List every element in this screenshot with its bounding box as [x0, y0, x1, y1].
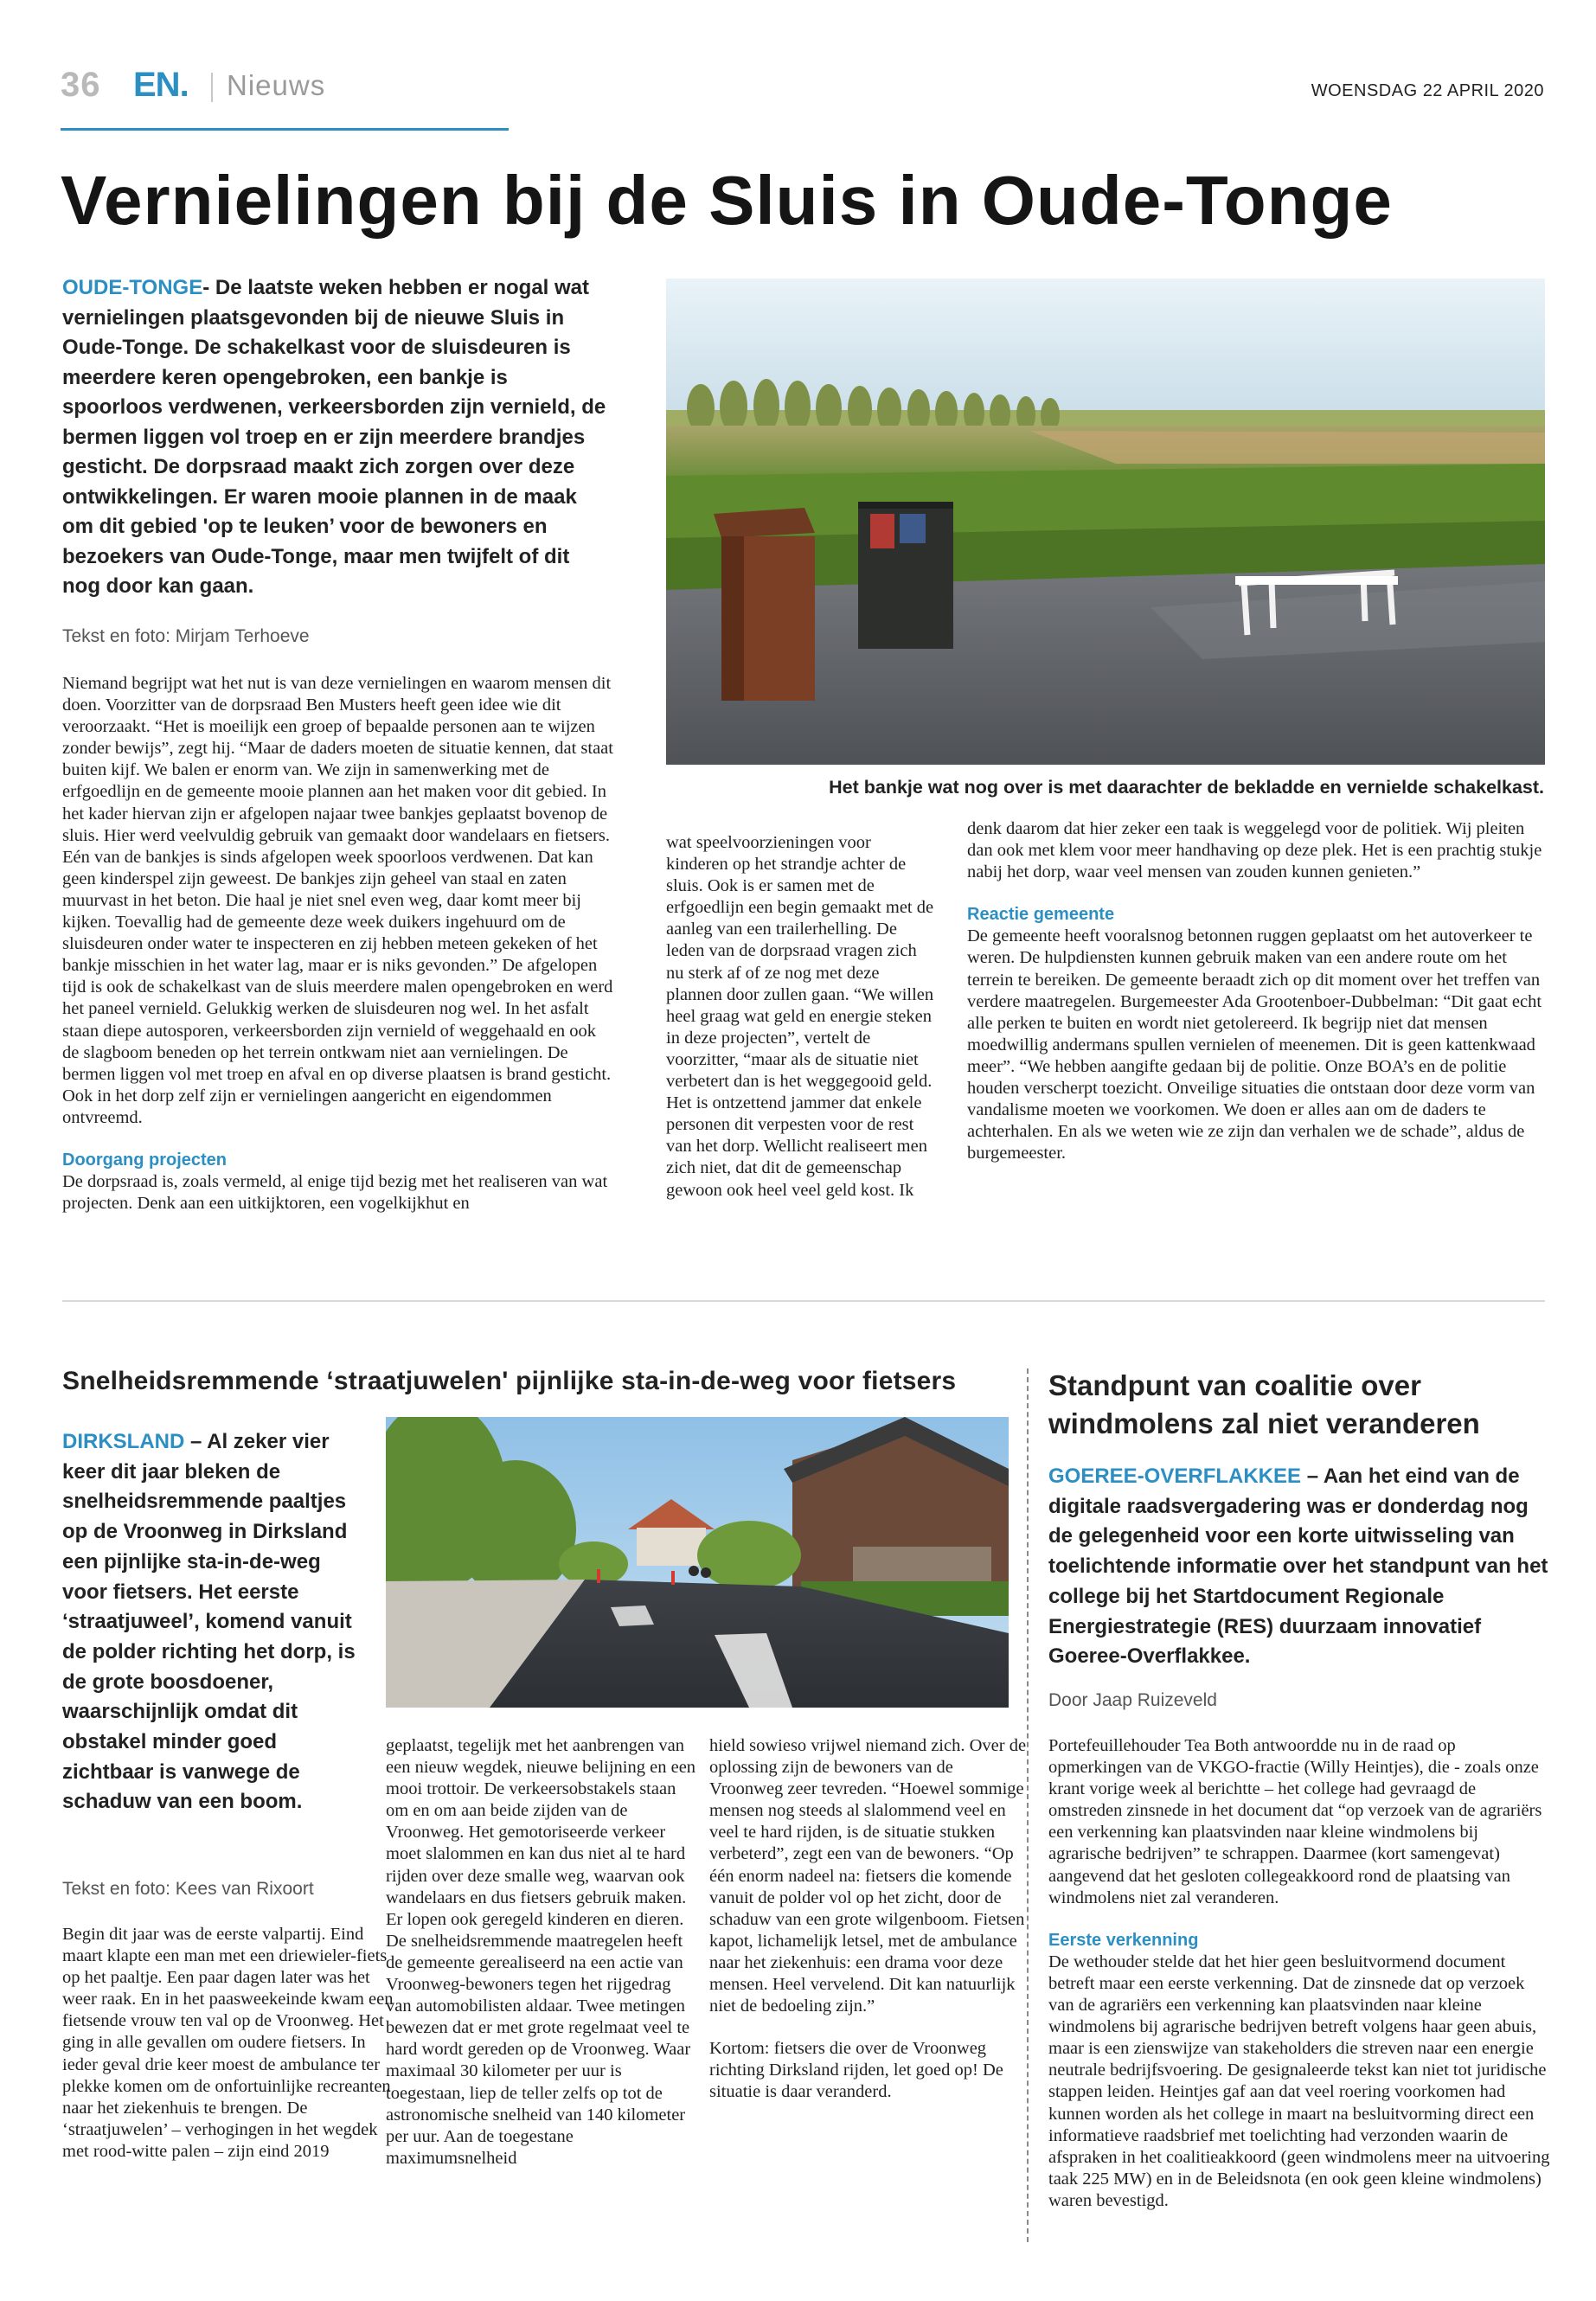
article3-byline: Door Jaap Ruizeveld	[1048, 1690, 1217, 1710]
article1-body-paragraph: Niemand begrijpt wat het nut is van deze vernielingen en waarom mensen dit doen. Voorzitter van de dorpsraad Ben Musters heeft geen idee wie dit veroorzaakt. “Het is moeilijk een groep of bepaalde personen aan te wijzen zonder bewijs”, zegt hij. “Maar de daders moeten de situatie kennen, dat staat buiten kijf. We balen er enorm van. We zijn in samenwerking met de erfgoedlijn en de gemeente mooie plannen aan het maken voor dit gebied. In het kader hiervan zijn er afgelopen najaar twee bankjes geplaatst bovenop de sluis. Hier werd veelvuldig gebruik van gemaakt door wandelaars en fietsers. Eén van de bankjes is sinds afgelopen week spoorloos verdwenen. Dat kan geen kinderspel zijn geweest. De bankjes zijn geheel van staal en zaten muurvast in het beton. Die haal je niet snel even weg, daar komt meer bij kijken. Toevallig had de gemeente deze week duikers ingehuurd om de sluisdeuren onder water te inspecteren en zij hebben meteen gekeken of het bankje misschien in het water lag, maar er is niks gevonden.” De afgelopen tijd is ook de schakelkast van de sluis meerdere malen opengebroken en werd het paneel vernield. Gelukkig werken de sluisdeuren nog wel. In het asfalt staan diepe autosporen, verkeersborden zijn vernield of weggehaald en ook de slagboom beneden op het terrein ontkwam niet aan vernielingen. De bermen liggen vol met troep en afval en op diverse plaatsen is brand gesticht. Ook in het dorp zelf zijn er vernielingen aangericht en eigendommen ontvreemd.	[62, 674, 613, 1127]
article2-body-paragraph: hield sowieso vrijwel niemand zich. Over de oplossing zijn de bewoners van de Vroonweg zeer tevreden. “Hoewel sommige mensen nog steeds al slalommend veel en veel te hard rijden, is de situatie stukken verbeterd”, zegt een van de bewoners. “Op één enorm nadeel na: fietsers die komende vanuit de polder vol op het zicht, door de schaduw van een grote wilgenboom. Fietsen kapot, lichamelijk letsel, met de ambulance naar het ziekenhuis: een drama voor deze mensen. Heel vervelend. Dit kan natuurlijk niet de bedoeling zijn.”	[709, 1736, 1027, 2016]
article2-column-2	[386, 1735, 697, 2170]
section-divider	[62, 1300, 1545, 1302]
article1-lead	[62, 273, 607, 602]
article1-lead-text: - De laatste weken hebben er nogal wat vernielingen plaatsgevonden bij de nieuwe Sluis in Oude-Tonge. De schakelkast voor de sluisdeuren is meerdere keren opengebroken, een bankje is spoorloos verdwenen, verkeersborden zijn vernield, de bermen liggen vol troep en er zijn meerdere brandjes gesticht. De dorpsraad maakt zich zorgen over deze ontwikkelingen. Er waren mooie plannen in de maak om dit gebied 'op te leuken’ voor de bewoners en bezoekers van Oude-Tonge, maar men twijfelt of dit nog door kan gaan.	[62, 276, 606, 598]
vroonweg-road-photo	[386, 1417, 1009, 1708]
article1-body-paragraph: De dorpsraad is, zoals vermeld, al enige tijd bezig met het realiseren van wat projecten. Denk aan een uitkijktoren, een vogelkijkhut en	[62, 1172, 608, 1214]
section-label: Nieuws	[227, 69, 326, 101]
issue-date: WOENSDAG 22 APRIL 2020	[1311, 81, 1544, 100]
article2-byline: Tekst en foto: Kees van Rixoort	[62, 1879, 314, 1899]
vroonweg-photo-graphic	[386, 1417, 1009, 1708]
header-rule	[61, 128, 509, 131]
article2-body-paragraph: geplaatst, tegelijk met het aanbrengen van een nieuw wegdek, nieuwe belijning en een mooi trottoir. De verkeersobstakels staan om en om aan beide zijden van de Vroonweg. Het gemotoriseerde verkeer moet slalommen en kan dus niet al te hard rijden over deze smalle weg, waarvan ook wandelaars en dus fietsers gebruik maken. Er lopen ook geregeld kinderen en dieren. De snelheidsremmende maatregelen heeft de gemeente gerealiseerd na een actie van Vroonweg-bewoners tegen het rijgedrag van automobilisten aldaar. Twee metingen bewezen dat er met grote regelmaat veel te hard wordt gereden op de Vroonweg. Waar maximaal 30 kilometer per uur is toegestaan, liep de teller zelfs op tot de astronomische snelheid van 140 kilometer per uur. Aan de toegestane maximumsnelheid	[386, 1736, 696, 2168]
article3-body-paragraph: De wethouder stelde dat het hier geen besluitvormend document betreft maar een eerste verkenning. Dat de zinsnede dat op verzoek van de agrariërs een verkenning kan plaatsvinden naar kleine windmolens bij agrarische bedrijven betreft volgens haar geen abuis, maar is een zienswijze van stakeholders die streven naar een energie neutrale bedrijfsvoering. De gesignaleerde tekst kan niet tot juridische stappen leiden. Heintjes gaf aan dat veel roering voorkomen had kunnen worden als het college in maart na besluitvorming direct een informatieve raadsbrief met toelichting had verzonden waarin de afspraken in het coalitieakkoord (geen windmolens meer na uitvoering taak 225 MW) en in de Beleidsnota (en ook geen kleine windmolens) waren bevestigd.	[1048, 1952, 1550, 2210]
article3-body-paragraph: Portefeuillehouder Tea Both antwoordde nu in de raad op opmerkingen van de VKGO-fractie (Willy Heintjes), die - zoals onze krant vorige week al berichtte – het college had gevraagd de omstreden zinsnede in het document dat “op verzoek van de agrariërs een verkenning kan plaatsvinden naar kleine windmolens bij agrarische bedrijven” te schrappen. Daarmee (kort samengevat) aangevend dat het gesloten collegeakkoord rond de plaatsing van windmolens niet zal veranderen.	[1048, 1736, 1542, 1907]
main-headline: Vernielingen bij de Sluis in Oude-Tonge	[61, 162, 1393, 239]
sluis-photo-graphic	[666, 279, 1545, 765]
article1-subhead-municipality: Reactie gemeente	[967, 905, 1115, 925]
article2-dateline: DIRKSLAND	[62, 1430, 185, 1453]
article2-body-paragraph: Begin dit jaar was de eerste valpartij. Eind maart klapte een man met een driewieler-fiets op het paaltje. Een paar dagen later was het weer raak. En in het paasweekeinde kwam een fietsende vrouw ten val op de Vroonweg. Het ging in alle gevallen om oudere fietsers. In ieder geval drie keer moest de ambulance ter plekke komen om de onfortuinlijke recreanten naar het ziekenhuis te brengen. De ‘straatjuwelen’ – verhogingen in het wegdek met rood-witte palen – zijn eind 2019	[62, 1925, 394, 2161]
article1-column-3	[967, 818, 1547, 1164]
article3-lead	[1048, 1462, 1550, 1672]
article1-photo-caption: Het bankje wat nog over is met daarachter de bekladde en vernielde schakelkast.	[829, 777, 1544, 798]
article1-body-paragraph: De gemeente heeft vooralsnog betonnen ruggen geplaatst om het autoverkeer te weren. De hulpdiensten kunnen gebruik maken van een andere route om het terrein te bereiken. De gemeente beraadt zich op dit moment over het treffen van verdere maatregelen. Burgemeester Ada Grootenboer-Dubbelman: “Dit gaat echt alle perken te buiten en wordt niet getolereerd. Ik begrijp niet dat mensen moedwillig andermans spullen vernielen of meenemen. Dit is geen kattenkwaad meer”. “We hebben aangifte gedaan bij de politie. Onze BOA’s en de politie houden verscherpt toezicht. Onveilige situaties die ontstaan door deze vorm van vandalisme moeten we voorkomen. We doen er alles aan om de daders te achterhalen. En als we weten wie ze zijn dan verhalen we de schade”, aldus de burgemeester.	[967, 926, 1542, 1163]
article2-lead-text: – Al zeker vier keer dit jaar bleken de snelheidsremmende paaltjes op de Vroonweg in Dirksland een pijnlijke sta-in-de-weg voor fietsers. Het eerste ‘straatjuweel’, komend vanuit de polder richting het dorp, is de grote boosdoener, waarschijnlijk omdat dit obstakel minder goed zichtbaar is vanwege de schaduw van een boom.	[62, 1430, 356, 1814]
article2-lead	[62, 1427, 365, 1817]
article1-column-1	[62, 673, 616, 1215]
article2-column-3	[709, 1735, 1029, 2104]
article1-body-paragraph: denk daarom dat hier zeker een taak is weggelegd voor de politiek. Wij pleiten dan ook met klem voor meer handhaving op deze plek. Het is een prachtig stukje nabij het dorp, waar veel mensen van zouden kunnen genieten.”	[967, 819, 1542, 882]
article3-dateline: GOEREE-OVERFLAKKEE	[1048, 1465, 1302, 1488]
article3-subhead: Eerste verkenning	[1048, 1930, 1199, 1950]
article1-byline: Tekst en foto: Mirjam Terhoeve	[62, 626, 310, 646]
article2-column-1	[62, 1924, 400, 2163]
article3-body	[1048, 1735, 1550, 2212]
article2-body-paragraph: Kortom: fietsers die over de Vroonweg richting Dirksland rijden, let goed op! De situatie is daar veranderd.	[709, 2039, 1003, 2102]
page-number: 36	[61, 66, 101, 104]
article2-headline: Snelheidsremmende ‘straatjuwelen' pijnlijke sta-in-de-weg voor fietsers	[62, 1367, 957, 1395]
header-divider	[211, 73, 213, 102]
article3-lead-text: – Aan het eind van de digitale raadsvergadering was er donderdag nog de gelegenheid voor een korte uitwisseling van toelichtende informatie over het standpunt van het college bij het Startdocument Regionale Energiestrategie (RES) duurzaam innovatief Goeree-Overflakkee.	[1048, 1465, 1548, 1669]
brand-logo: EN.	[133, 66, 189, 104]
sluis-bench-photo	[666, 279, 1545, 765]
article1-subhead-projects: Doorgang projecten	[62, 1150, 228, 1170]
article1-body-paragraph: wat speelvoorzieningen voor kinderen op het strandje achter de sluis. Ook is er samen met de erfgoedlijn een begin gemaakt met de aanleg van een trailerhelling. De leden van de dorpsraad vragen zich nu sterk af of ze nog met deze plannen door zullen gaan. “We willen heel graag wat geld en energie steken in deze projecten”, vertelt de voorzitter, “maar als de situatie niet verbetert dan is het weggegooid geld. Het is ontzettend jammer dat enkele personen dit verpesten voor de rest van het dorp. Wellicht realiseert men zich niet, dat dit de gemeenschap gewoon ook heel veel geld kost. Ik	[666, 833, 934, 1200]
article1-column-2	[666, 832, 934, 1202]
article1-dateline: OUDE-TONGE	[62, 276, 203, 299]
article3-headline: Standpunt van coalitie over windmolens zal niet veranderen	[1048, 1369, 1480, 1439]
